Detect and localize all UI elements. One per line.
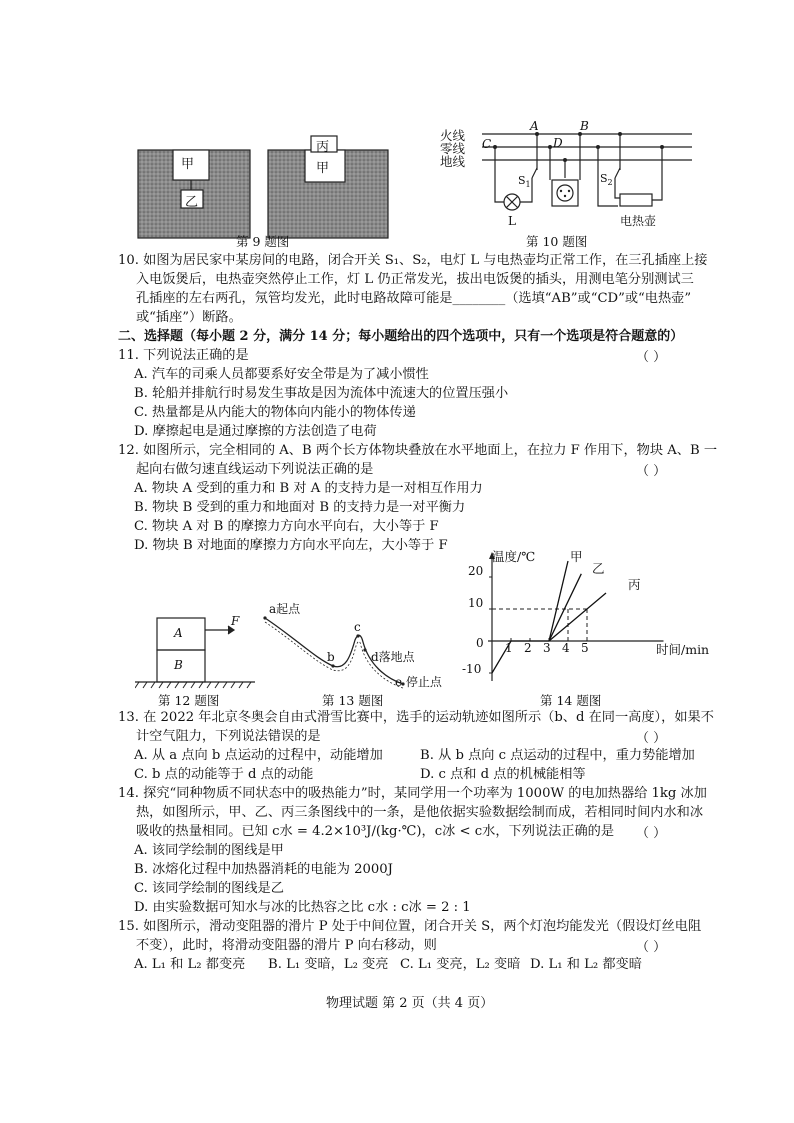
fig10-label-s2: $S_2$ — [600, 172, 613, 188]
fig13-label-c: c — [354, 620, 361, 634]
fig14-y-tick-20: 20 — [468, 564, 484, 578]
q11-stem: 11. 下列说法正确的是 — [118, 348, 249, 363]
q11-option-d: D. 摩擦起电是通过摩擦的方法创造了电荷 — [134, 424, 377, 439]
fig14-x-tick-3: 3 — [543, 641, 551, 655]
q14-option-a: A. 该同学绘制的图线是甲 — [134, 843, 284, 858]
figure-12 — [135, 610, 255, 690]
q13-option-c: C. b 点的动能等于 d 点的动能 — [134, 767, 314, 782]
figure-9-drawing — [135, 135, 395, 245]
q13-option-a: A. 从 a 点向 b 点运动的过程中，动能增加 — [134, 748, 383, 763]
fig14-y-axis-label: 温度/℃ — [492, 549, 536, 564]
fig13-label-start: a起点 — [269, 602, 301, 616]
fig14-series-label-bing: 丙 — [628, 577, 641, 592]
figure-14-chart — [462, 545, 722, 685]
q14-option-d: D. 由实验数据可知水与冰的比热容之比 c水 : c冰 = 2 : 1 — [134, 900, 471, 915]
q11-option-a: A. 汽车的司乘人员都要系好安全带是为了减小惯性 — [134, 367, 429, 382]
fig9-label-jia-left: 甲 — [181, 157, 195, 172]
fig10-label-b: B — [580, 119, 589, 133]
q14-line-3: 吸收的热量相同。已知 c水 = 4.2×10³J/(kg·℃)，c冰 < c水，下列说法正确的是 — [136, 824, 615, 839]
fig9-caption: 第 9 题图 — [236, 234, 290, 249]
fig13-label-landing: d落地点 — [371, 650, 415, 664]
fig14-x-axis-label: 时间/min — [656, 642, 710, 657]
q12-line-2: 起向右做匀速直线运动下列说法正确的是 — [136, 462, 374, 477]
fig12-caption: 第 12 题图 — [158, 693, 220, 708]
fig14-x-tick-1: 1 — [505, 641, 513, 655]
fig14-y-tick-10: 10 — [468, 596, 484, 610]
fig10-label-d: D — [553, 136, 563, 150]
fig9-label-jia-right: 甲 — [316, 161, 330, 176]
q10-line-4: 或“插座”）断路。 — [136, 310, 242, 325]
fig10-label-fire-line: 火线 — [440, 128, 466, 143]
figure-13 — [255, 598, 455, 693]
fig10-label-kettle: 电热壶 — [620, 214, 657, 228]
fig14-series-label-jia: 甲 — [570, 549, 583, 564]
q15-answer-bracket: （ ） — [636, 940, 667, 955]
fig13-label-b: b — [327, 650, 335, 664]
q15-line-1: 15. 如图所示，滑动变阻器的滑片 P 处于中间位置，闭合开关 S，两个灯泡均能发光（假设灯丝电阻 — [118, 919, 702, 934]
q12-line-1: 12. 如图所示，完全相同的 A、B 两个长方体物块叠放在水平地面上，在拉力 F 作用下，物块 A、B 一 — [118, 443, 718, 458]
figure-9 — [135, 135, 395, 245]
q13-option-d: D. c 点和 d 点的机械能相等 — [420, 767, 586, 782]
fig10-label-ground-line: 地线 — [440, 154, 466, 169]
figure-10 — [440, 118, 700, 233]
q12-option-c: C. 物块 A 对 B 的摩擦力方向水平向右，大小等于 F — [134, 519, 439, 534]
q15-option-b: B. L₁ 变暗，L₂ 变亮 — [268, 957, 389, 972]
fig10-caption: 第 10 题图 — [526, 234, 588, 249]
figure-10-drawing — [440, 118, 700, 233]
fig13-label-stop: e 停止点 — [395, 675, 442, 689]
q14-option-c: C. 该同学绘制的图线是乙 — [134, 881, 284, 896]
q10-line-1: 10. 如图为居民家中某房间的电路，闭合开关 S₁、S₂，电灯 L 与电热壶均正常工作，在三孔插座上接 — [118, 253, 708, 268]
fig10-label-lamp: L — [508, 214, 516, 228]
fig10-label-zero-line: 零线 — [440, 141, 466, 156]
q14-option-b: B. 冰熔化过程中加热器消耗的电能为 2000J — [134, 862, 393, 877]
q11-option-b: B. 轮船并排航行时易发生事故是因为流体中流速大的位置压强小 — [134, 386, 509, 401]
fig10-label-a: A — [530, 119, 539, 133]
fig12-label-f: F — [231, 614, 240, 628]
q15-option-c: C. L₁ 变亮，L₂ 变暗 — [400, 957, 521, 972]
q15-option-d: D. L₁ 和 L₂ 都变暗 — [530, 957, 642, 972]
q11-option-c: C. 热量都是从内能大的物体向内能小的物体传递 — [134, 405, 416, 420]
q14-line-2: 热，如图所示，甲、乙、丙三条图线中的一条，是他依据实验数据绘制而成，若相同时间内水和冰 — [136, 805, 704, 820]
q12-option-a: A. 物块 A 受到的重力和 B 对 A 的支持力是一对相互作用力 — [134, 481, 483, 496]
fig10-label-s1: $S_1$ — [518, 174, 531, 190]
fig14-x-tick-2: 2 — [524, 641, 532, 655]
fig14-series-line-0 — [492, 641, 549, 673]
q12-option-d: D. 物块 B 对地面的摩擦力方向水平向左，大小等于 F — [134, 538, 448, 553]
fig14-y-tick-neg10: -10 — [462, 662, 482, 676]
q13-line-1: 13. 在 2022 年北京冬奥会自由式滑雪比赛中，选手的运动轨迹如图所示（b、d 在同一高度），如果不 — [118, 710, 714, 725]
fig13-caption: 第 13 题图 — [322, 693, 384, 708]
q15-line-2: 不变），此时，将滑动变阻器的滑片 P 向右移动，则 — [136, 938, 437, 953]
fig14-x-tick-5: 5 — [581, 641, 589, 655]
fig14-y-tick-0: 0 — [476, 636, 484, 650]
q10-line-2: 入电饭煲后，电热壶突然停止工作，灯 L 仍正常发光，拔出电饭煲的插头，用测电笔分别测试三 — [136, 272, 694, 287]
fig12-label-b: B — [174, 658, 183, 672]
fig14-series-line-3 — [549, 593, 606, 641]
fig14-x-tick-4: 4 — [562, 641, 570, 655]
q12-answer-bracket: （ ） — [636, 464, 667, 479]
q14-line-1: 14. 探究“同种物质不同状态中的吸热能力”时，某同学用一个功率为 1000W 的电加热器给 1kg 冰加 — [118, 786, 707, 801]
fig14-series-label-yi: 乙 — [592, 561, 605, 576]
q13-option-b: B. 从 b 点向 c 点运动的过程中，重力势能增加 — [420, 748, 695, 763]
q10-line-3: 孔插座的左右两孔，氖管均发光，此时电路故障可能是________（选填“AB”或“CD”或“电热壶” — [136, 291, 692, 306]
fig10-label-c: C — [482, 137, 492, 151]
fig14-caption: 第 14 题图 — [540, 693, 602, 708]
fig9-label-yi: 乙 — [185, 195, 199, 210]
q15-option-a: A. L₁ 和 L₂ 都变亮 — [134, 957, 246, 972]
q13-line-2: 计空气阻力，下列说法错误的是 — [136, 729, 321, 744]
page-footer: 物理试题 第 2 页（共 4 页） — [326, 996, 494, 1011]
fig9-label-bing: 丙 — [316, 140, 330, 155]
q11-answer-bracket: （ ） — [636, 350, 667, 365]
fig14-series-line-1 — [549, 561, 568, 641]
q14-answer-bracket: （ ） — [636, 826, 667, 841]
section-2-title: 二、选择题（每小题 2 分，满分 14 分；每小题给出的四个选项中，只有一个选项是符合题意的） — [118, 329, 684, 344]
fig14-series-line-2 — [549, 574, 581, 641]
q12-option-b: B. 物块 B 受到的重力和地面对 B 的支持力是一对平衡力 — [134, 500, 466, 515]
fig12-label-a: A — [174, 626, 183, 640]
q13-answer-bracket: （ ） — [636, 731, 667, 746]
